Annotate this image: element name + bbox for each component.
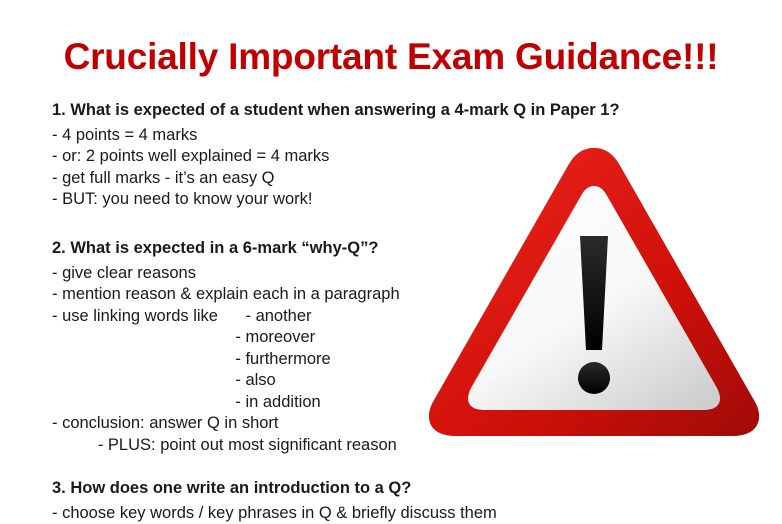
section-2-line-2: - mention reason & explain each in a paragraph [52, 285, 400, 304]
page-title: Crucially Important Exam Guidance!!! [63, 36, 719, 77]
section-3 [52, 478, 692, 524]
section-2-line-7: - in addition [52, 392, 321, 411]
guidance-content [52, 100, 692, 524]
section-2-line-8: - conclusion: answer Q in short [52, 414, 279, 433]
spacer-1 [52, 210, 692, 238]
section-2-line-6: - also [52, 371, 276, 390]
section-2-line-4: - moreover [52, 328, 316, 347]
section-1-line-2: - or: 2 points well explained = 4 marks [52, 147, 330, 166]
spacer-2 [52, 456, 692, 478]
section-2-line-3: - use linking words like - another [52, 306, 312, 325]
section-1-heading: 1. What is expected of a student when answering a 4-mark Q in Paper 1? [52, 101, 620, 119]
section-2 [52, 238, 692, 456]
section-1-line-1: - 4 points = 4 marks [52, 125, 198, 144]
section-1-line-4: - BUT: you need to know your work! [52, 189, 313, 208]
section-1-line-3: - get full marks - it’s an easy Q [52, 168, 275, 187]
section-2-heading: 2. What is expected in a 6-mark “why-Q”? [52, 239, 379, 258]
section-2-line-5: - furthermore [52, 349, 331, 368]
section-2-line-9: - PLUS: point out most significant reason [52, 435, 397, 454]
section-1 [52, 100, 692, 210]
section-3-line-1: - choose key words / key phrases in Q & briefly discuss them [52, 503, 497, 522]
section-3-heading: 3. How does one write an introduction to a Q? [52, 478, 412, 497]
section-2-line-1: - give clear reasons [52, 264, 196, 282]
